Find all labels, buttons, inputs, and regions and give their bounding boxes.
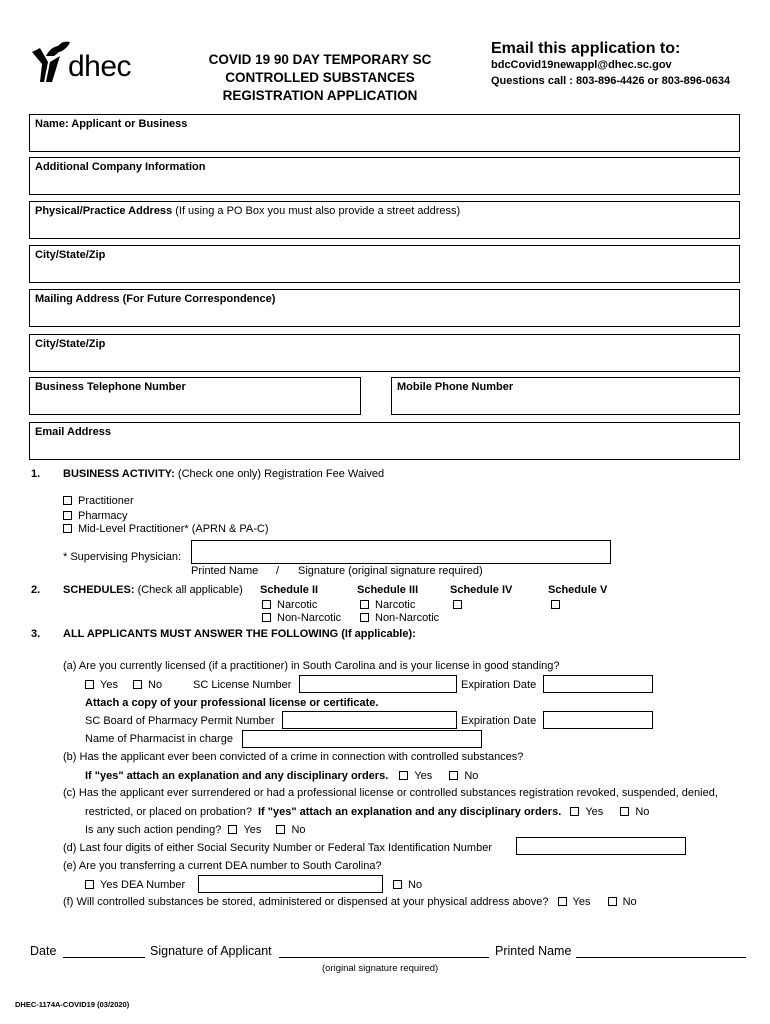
e-no[interactable]: No xyxy=(393,879,422,891)
option-practitioner[interactable]: Practitioner xyxy=(63,495,134,507)
printed-name-caption: Printed Name xyxy=(191,565,259,577)
pharmacist-input[interactable] xyxy=(242,730,482,748)
checkbox-icon[interactable] xyxy=(399,771,408,780)
additional-info-field[interactable] xyxy=(29,157,740,195)
checkbox-icon[interactable] xyxy=(262,600,271,609)
signature-label: Signature of Applicant xyxy=(150,944,272,958)
email-label: Email Address xyxy=(35,426,112,438)
printed-name-line[interactable] xyxy=(576,957,746,958)
f-no[interactable]: No xyxy=(608,896,637,908)
section-2-number: 2. xyxy=(31,584,41,596)
signature-line[interactable] xyxy=(279,957,489,958)
mailing-city-state-zip-field[interactable] xyxy=(29,334,740,372)
date-line[interactable] xyxy=(63,957,145,958)
sched2-narcotic[interactable]: Narcotic xyxy=(262,599,317,611)
dhec-logo xyxy=(30,38,150,90)
pending-label: Is any such action pending? xyxy=(85,824,222,836)
checkbox-icon[interactable] xyxy=(85,880,94,889)
business-phone-label: Business Telephone Number xyxy=(35,381,186,393)
title-line-2: CONTROLLED SUBSTANCES xyxy=(225,70,415,85)
dea-number-input[interactable] xyxy=(198,875,383,893)
checkbox-icon[interactable] xyxy=(133,680,142,689)
option-pharmacy[interactable]: Pharmacy xyxy=(63,510,128,522)
business-phone-field[interactable] xyxy=(29,377,361,415)
supervising-physician-input[interactable] xyxy=(191,540,611,564)
section-1-number: 1. xyxy=(31,468,41,480)
city-state-zip-field[interactable] xyxy=(29,245,740,283)
question-e: (e) Are you transferring a current DEA number to South Carolina? xyxy=(63,860,382,872)
address-field[interactable] xyxy=(29,201,740,239)
sched5-checkbox[interactable] xyxy=(551,599,566,611)
mailing-address-label: Mailing Address (For Future Correspondence) xyxy=(35,293,276,305)
name-field[interactable] xyxy=(29,114,740,152)
pharmacy-permit-label: SC Board of Pharmacy Permit Number xyxy=(85,715,275,727)
date-label: Date xyxy=(30,944,57,958)
sc-license-input[interactable] xyxy=(299,675,457,693)
title-line-3: REGISTRATION APPLICATION xyxy=(222,88,418,103)
sc-license-label: SC License Number xyxy=(193,679,292,691)
pharmacist-label: Name of Pharmacist in charge xyxy=(85,733,233,745)
name-label: Name: Applicant or Business xyxy=(35,118,188,130)
a-no[interactable]: No xyxy=(133,679,162,691)
checkbox-icon[interactable] xyxy=(63,511,72,520)
checkbox-icon[interactable] xyxy=(551,600,560,609)
mobile-phone-field[interactable] xyxy=(391,377,740,415)
email-field[interactable] xyxy=(29,422,740,460)
email-heading: Email this application to: xyxy=(491,40,681,57)
pending-row xyxy=(85,824,306,836)
pending-no[interactable]: No xyxy=(276,824,305,836)
slash-separator: / xyxy=(276,565,280,577)
supervising-physician-label: * Supervising Physician: xyxy=(63,551,182,563)
checkbox-icon[interactable] xyxy=(449,771,458,780)
section-1-heading: BUSINESS ACTIVITY: (Check one only) Registration Fee Waived xyxy=(63,468,385,480)
checkbox-icon[interactable] xyxy=(393,880,402,889)
signature-caption: Signature (original signature required) xyxy=(298,565,483,577)
a-yes[interactable]: Yes xyxy=(85,679,118,691)
ssn-tax-id-input[interactable] xyxy=(516,837,686,855)
checkbox-icon[interactable] xyxy=(85,680,94,689)
pharmacy-permit-input[interactable] xyxy=(282,711,457,729)
checkbox-icon[interactable] xyxy=(453,600,462,609)
c-no[interactable]: No xyxy=(620,806,649,818)
additional-info-label: Additional Company Information xyxy=(35,161,206,173)
question-a: (a) Are you currently licensed (if a practitioner) in South Carolina and is your license in good standing? xyxy=(63,660,560,672)
mailing-city-state-zip-label: City/State/Zip xyxy=(35,338,106,350)
address-label: Physical/Practice Address (If using a PO Box you must also provide a street address) xyxy=(35,205,461,217)
checkbox-icon[interactable] xyxy=(276,825,285,834)
signature-note: (original signature required) xyxy=(322,963,439,974)
checkbox-icon[interactable] xyxy=(63,496,72,505)
c-yes[interactable]: Yes xyxy=(570,806,603,818)
mailing-address-field[interactable] xyxy=(29,289,740,327)
schedule-ii-label: Schedule II xyxy=(260,584,319,596)
c-row xyxy=(85,806,649,818)
checkbox-icon[interactable] xyxy=(262,613,271,622)
form-title xyxy=(190,51,450,105)
expiration-label-1: Expiration Date xyxy=(461,679,537,691)
f-yes[interactable]: Yes xyxy=(558,896,591,908)
f-row xyxy=(63,896,637,908)
e-yes-dea[interactable]: Yes DEA Number xyxy=(85,879,185,891)
expiration-input-1[interactable] xyxy=(543,675,653,693)
section-2-heading: SCHEDULES: (Check all applicable) xyxy=(63,584,243,596)
questions-phone: Questions call : 803-896-4426 or 803-896-0634 xyxy=(491,75,731,87)
mobile-phone-label: Mobile Phone Number xyxy=(397,381,514,393)
b-attach-row xyxy=(85,770,478,782)
schedule-iii-label: Schedule III xyxy=(357,584,419,596)
attach-copy-note: Attach a copy of your professional license or certificate. xyxy=(85,697,379,709)
sched2-non-narcotic[interactable]: Non-Narcotic xyxy=(262,612,341,624)
sched3-non-narcotic[interactable]: Non-Narcotic xyxy=(360,612,439,624)
checkbox-icon[interactable] xyxy=(360,613,369,622)
expiration-label-2: Expiration Date xyxy=(461,715,537,727)
c-attach-note: If "yes" attach an explanation and any disciplinary orders. xyxy=(258,806,562,818)
email-address[interactable]: bdcCovid19newappl@dhec.sc.gov xyxy=(491,59,672,71)
checkbox-icon[interactable] xyxy=(360,600,369,609)
section-3-heading: ALL APPLICANTS MUST ANSWER THE FOLLOWING (If applicable): xyxy=(63,628,416,640)
b-yes[interactable]: Yes xyxy=(399,770,432,782)
sched3-narcotic[interactable]: Narcotic xyxy=(360,599,415,611)
section-3-number: 3. xyxy=(31,628,41,640)
checkbox-icon[interactable] xyxy=(228,825,237,834)
question-f: (f) Will controlled substances be stored, administered or dispensed at your physical address above? xyxy=(63,896,549,908)
checkbox-icon[interactable] xyxy=(608,897,617,906)
checkbox-icon[interactable] xyxy=(620,807,629,816)
city-state-zip-label: City/State/Zip xyxy=(35,249,106,261)
schedule-v-label: Schedule V xyxy=(548,584,608,596)
question-d: (d) Last four digits of either Social Security Number or Federal Tax Identification Number xyxy=(63,842,492,854)
logo-text: dhec xyxy=(68,50,132,83)
form-id: DHEC-1174A-COVID19 (03/2020) xyxy=(15,1000,130,1009)
b-no[interactable]: No xyxy=(449,770,478,782)
question-c: (c) Has the applicant ever surrendered or had a professional license or controlled substances registration revoked, suspended, denied, xyxy=(63,787,718,799)
footer-printed-name-label: Printed Name xyxy=(495,944,572,958)
expiration-input-2[interactable] xyxy=(543,711,653,729)
title-line-1: COVID 19 90 DAY TEMPORARY SC xyxy=(208,52,432,67)
b-attach-note: If "yes" attach an explanation and any disciplinary orders. xyxy=(85,770,389,782)
pending-yes[interactable]: Yes xyxy=(228,824,261,836)
option-mid-level[interactable]: Mid-Level Practitioner* (APRN & PA-C) xyxy=(63,523,269,535)
sched4-checkbox[interactable] xyxy=(453,599,468,611)
schedule-iv-label: Schedule IV xyxy=(450,584,513,596)
question-c-cont: restricted, or placed on probation? xyxy=(85,806,252,818)
checkbox-icon[interactable] xyxy=(570,807,579,816)
question-b: (b) Has the applicant ever been convicted of a crime in connection with controlled substances? xyxy=(63,751,524,763)
checkbox-icon[interactable] xyxy=(558,897,567,906)
checkbox-icon[interactable] xyxy=(63,524,72,533)
